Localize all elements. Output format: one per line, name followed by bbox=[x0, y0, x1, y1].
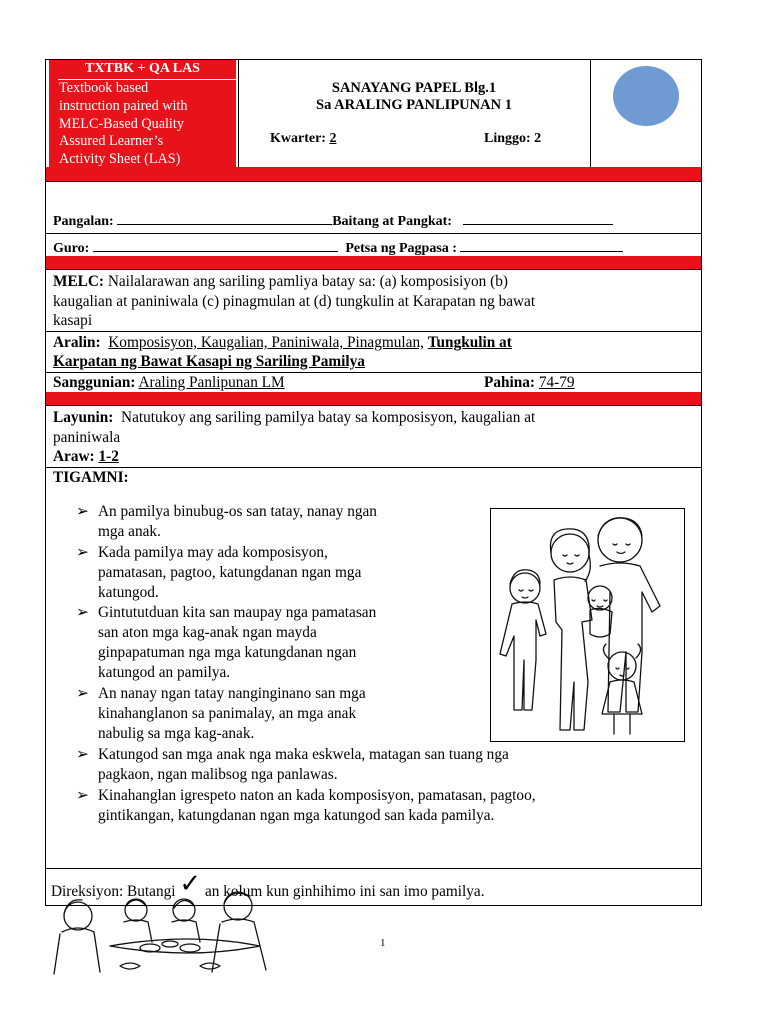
rule bbox=[45, 372, 702, 373]
teacher-field[interactable] bbox=[93, 238, 338, 252]
rule bbox=[45, 181, 702, 182]
name-label: Pangalan: bbox=[53, 214, 114, 229]
grade-field[interactable] bbox=[463, 211, 613, 225]
badge-title: TXTBK + QA LAS bbox=[85, 61, 200, 76]
family-illustration bbox=[490, 508, 685, 742]
page-number: 1 bbox=[380, 937, 386, 949]
pahina-row: Pahina: 74-79 bbox=[484, 374, 575, 391]
melc-label: MELC: bbox=[53, 273, 104, 290]
teacher-label: Guro: bbox=[53, 241, 90, 256]
rule bbox=[45, 405, 702, 406]
subject-title: Sa ARALING PANLIPUNAN 1 bbox=[316, 97, 512, 113]
melc-section: MELC: Nailalarawan ang sariling pamliya batay sa: (a) komposisiyon (b) kaugalian at paniniwala (c) pinagmulan at (d) tungkulin at Karapatan ng bawat kasapi bbox=[53, 273, 536, 329]
badge-description: Textbook based instruction paired with MELC-Based Quality Assured Learner’s Activity Sheet (LAS) bbox=[59, 80, 188, 168]
rule bbox=[45, 868, 702, 869]
red-band-3 bbox=[46, 392, 701, 405]
header-divider-right bbox=[590, 59, 591, 167]
layunin-section: Layunin: Natutukoy ang sariling pamilya batay sa komposisyon, kaugalian at paniniwala Araw: 1-2 bbox=[53, 409, 536, 465]
sanggunian-row: Sanggunian: Araling Panlipunan LM bbox=[53, 374, 285, 391]
aralin-section: Aralin: Komposisyon, Kaugalian, Paniniwala, Pinagmulan, Tungkulin at Karpatan ng Bawat Kasapi ng Sariling Pamilya bbox=[53, 334, 512, 370]
date-label: Petsa ng Pagpasa : bbox=[345, 241, 457, 256]
logo-circle-icon bbox=[606, 64, 686, 128]
rule bbox=[45, 467, 702, 468]
date-field[interactable] bbox=[460, 238, 623, 252]
red-band-2 bbox=[46, 256, 701, 269]
family-dining-illustration bbox=[50, 886, 275, 978]
sheet-title: SANAYANG PAPEL Blg.1 bbox=[331, 80, 497, 96]
check-icon: ✓ bbox=[179, 869, 202, 898]
teacher-row bbox=[53, 238, 623, 257]
grade-label: Baitang at Pangkat: bbox=[332, 214, 452, 229]
name-row bbox=[53, 211, 613, 230]
txtbk-qa-las-badge bbox=[49, 60, 236, 167]
red-band-1 bbox=[46, 167, 701, 181]
tigamni-label: TIGAMNI: bbox=[53, 469, 129, 486]
aralin-label: Aralin: bbox=[53, 334, 101, 351]
name-field[interactable] bbox=[117, 211, 332, 225]
rule bbox=[45, 269, 702, 270]
rule bbox=[45, 331, 702, 332]
week: Linggo: 2 bbox=[484, 131, 542, 146]
direksiyon-row: Direksiyon: Butangi ✓ an kolum kun ginhihimo ini san imo pamilya. bbox=[51, 869, 485, 900]
rule bbox=[45, 233, 702, 234]
quarter: Kwarter: 2 bbox=[270, 131, 337, 146]
